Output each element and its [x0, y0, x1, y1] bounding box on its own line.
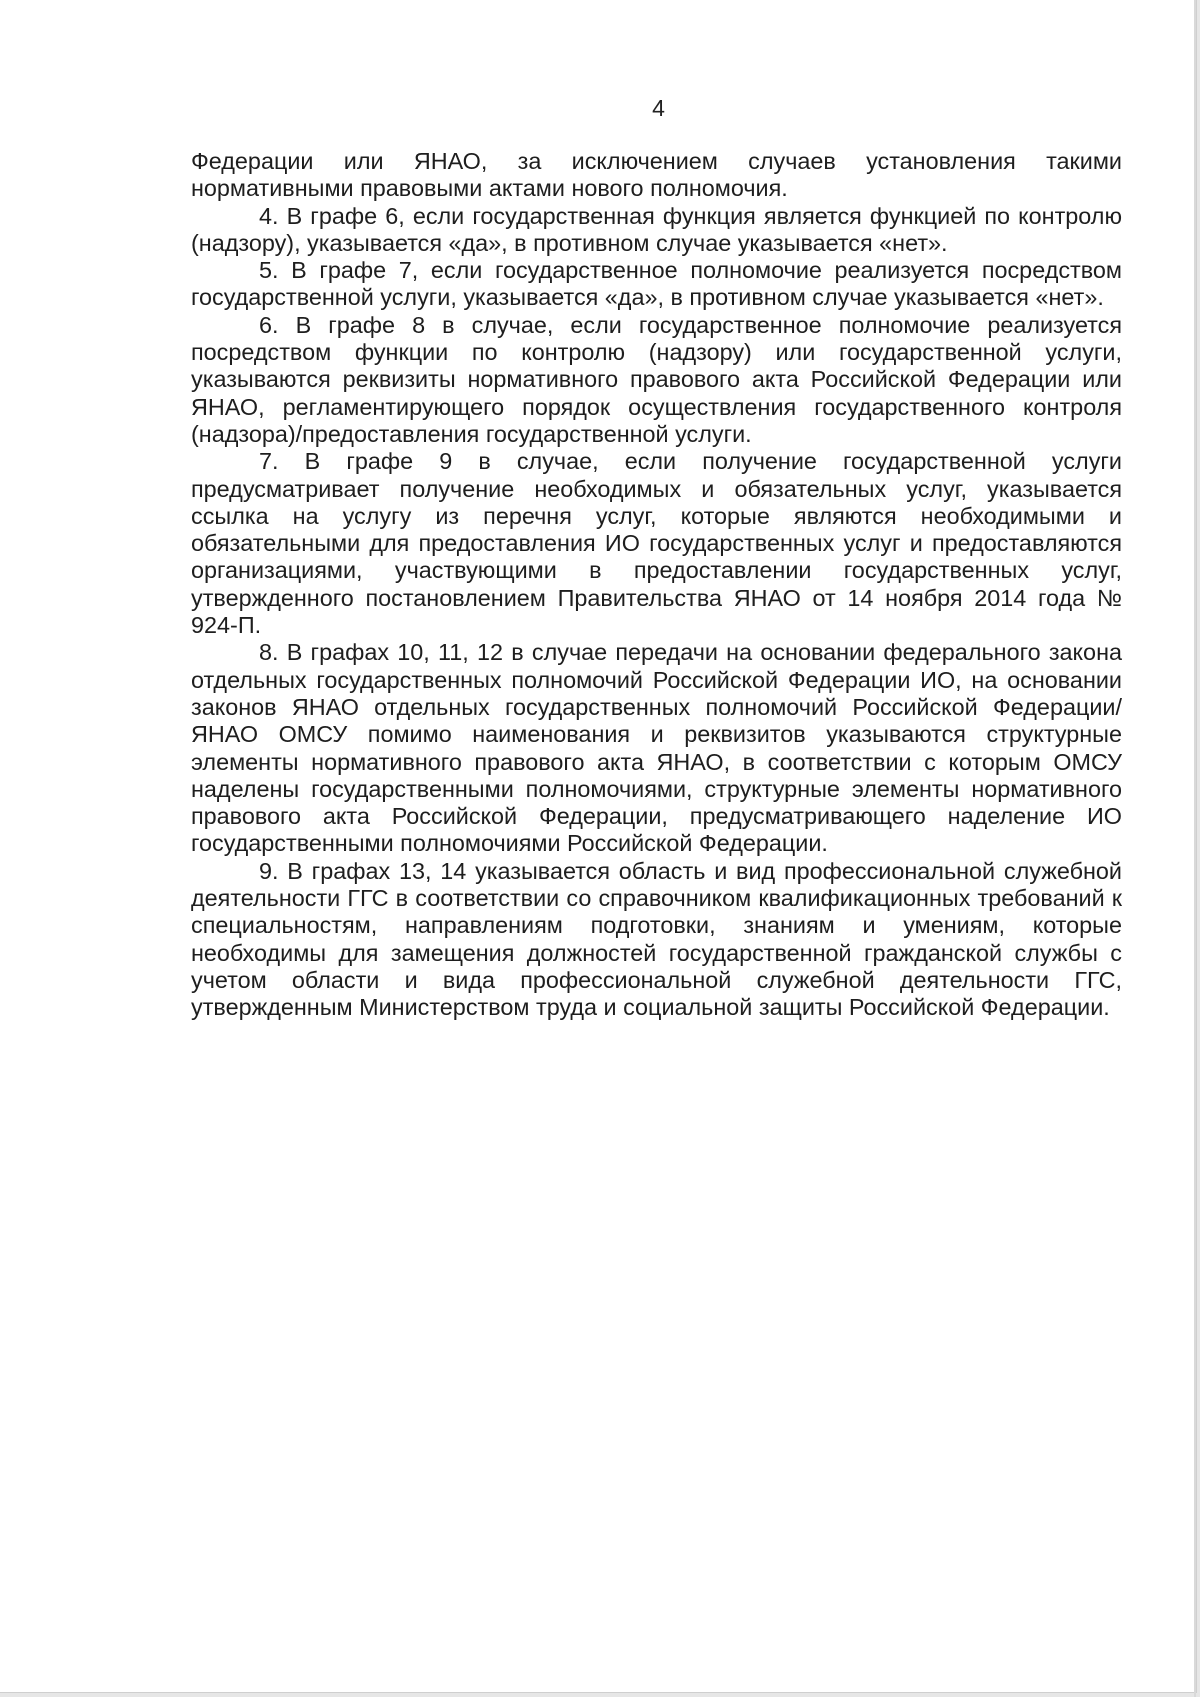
- paragraph-item-7: 7. В графе 9 в случае, если получение государственной услуги предусматривает получение необходимых и обязательных услуг, указывается ссылка на услугу из перечня услуг, которые являются необходимыми и обязательными для предоставления ИО государственных услуг и предоставляются организациями, участвующими в предоставлении государственных услуг, утвержденного постановлением Правительства ЯНАО от 14 ноября 2014 года № 924-П.: [191, 448, 1122, 639]
- page-number: 4: [652, 95, 665, 121]
- paragraph-item-8: 8. В графах 10, 11, 12 в случае передачи на основании федерального закона отдельных государственных полномочий Российской Федерации ИО, на основании законов ЯНАО отдельных государственных полномочий Российской Федерации/ЯНАО ОМСУ помимо наименования и реквизитов указываются структурные элементы нормативного правового акта ЯНАО, в соответствии с которым ОМСУ наделены государственными полномочиями, структурные элементы нормативного правового акта Российской Федерации, предусматривающего наделение ИО государственными полномочиями Российской Федерации.: [191, 639, 1122, 857]
- page-edge-shadow: [1194, 0, 1196, 1697]
- document-body: [191, 148, 1122, 1022]
- paragraph-item-9: 9. В графах 13, 14 указывается область и вид профессиональной служебной деятельности ГГС в соответствии со справочником квалификационных требований к специальностям, направлениям подготовки, знаниям и умениям, которые необходимы для замещения должностей государственной гражданской службы с учетом области и вида профессиональной служебной деятельности ГГС, утвержденным Министерством труда и социальной защиты Российской Федерации.: [191, 857, 1122, 1021]
- paragraph-item-5: 5. В графе 7, если государственное полномочие реализуется посредством государственной услуги, указывается «да», в противном случае указывается «нет».: [191, 257, 1122, 311]
- paragraph-continuation: Федерации или ЯНАО, за исключением случаев установления такими нормативными правовыми актами нового полномочия.: [191, 148, 1122, 202]
- paragraph-item-4: 4. В графе 6, если государственная функция является функцией по контролю (надзору), указывается «да», в противном случае указывается «нет».: [191, 202, 1122, 256]
- paragraph-item-6: 6. В графе 8 в случае, если государственное полномочие реализуется посредством функции по контролю (надзору) или государственной услуги, указываются реквизиты нормативного правового акта Российской Федерации или ЯНАО, регламентирующего порядок осуществления государственного контроля (надзора)/предоставления государственной услуги.: [191, 311, 1122, 447]
